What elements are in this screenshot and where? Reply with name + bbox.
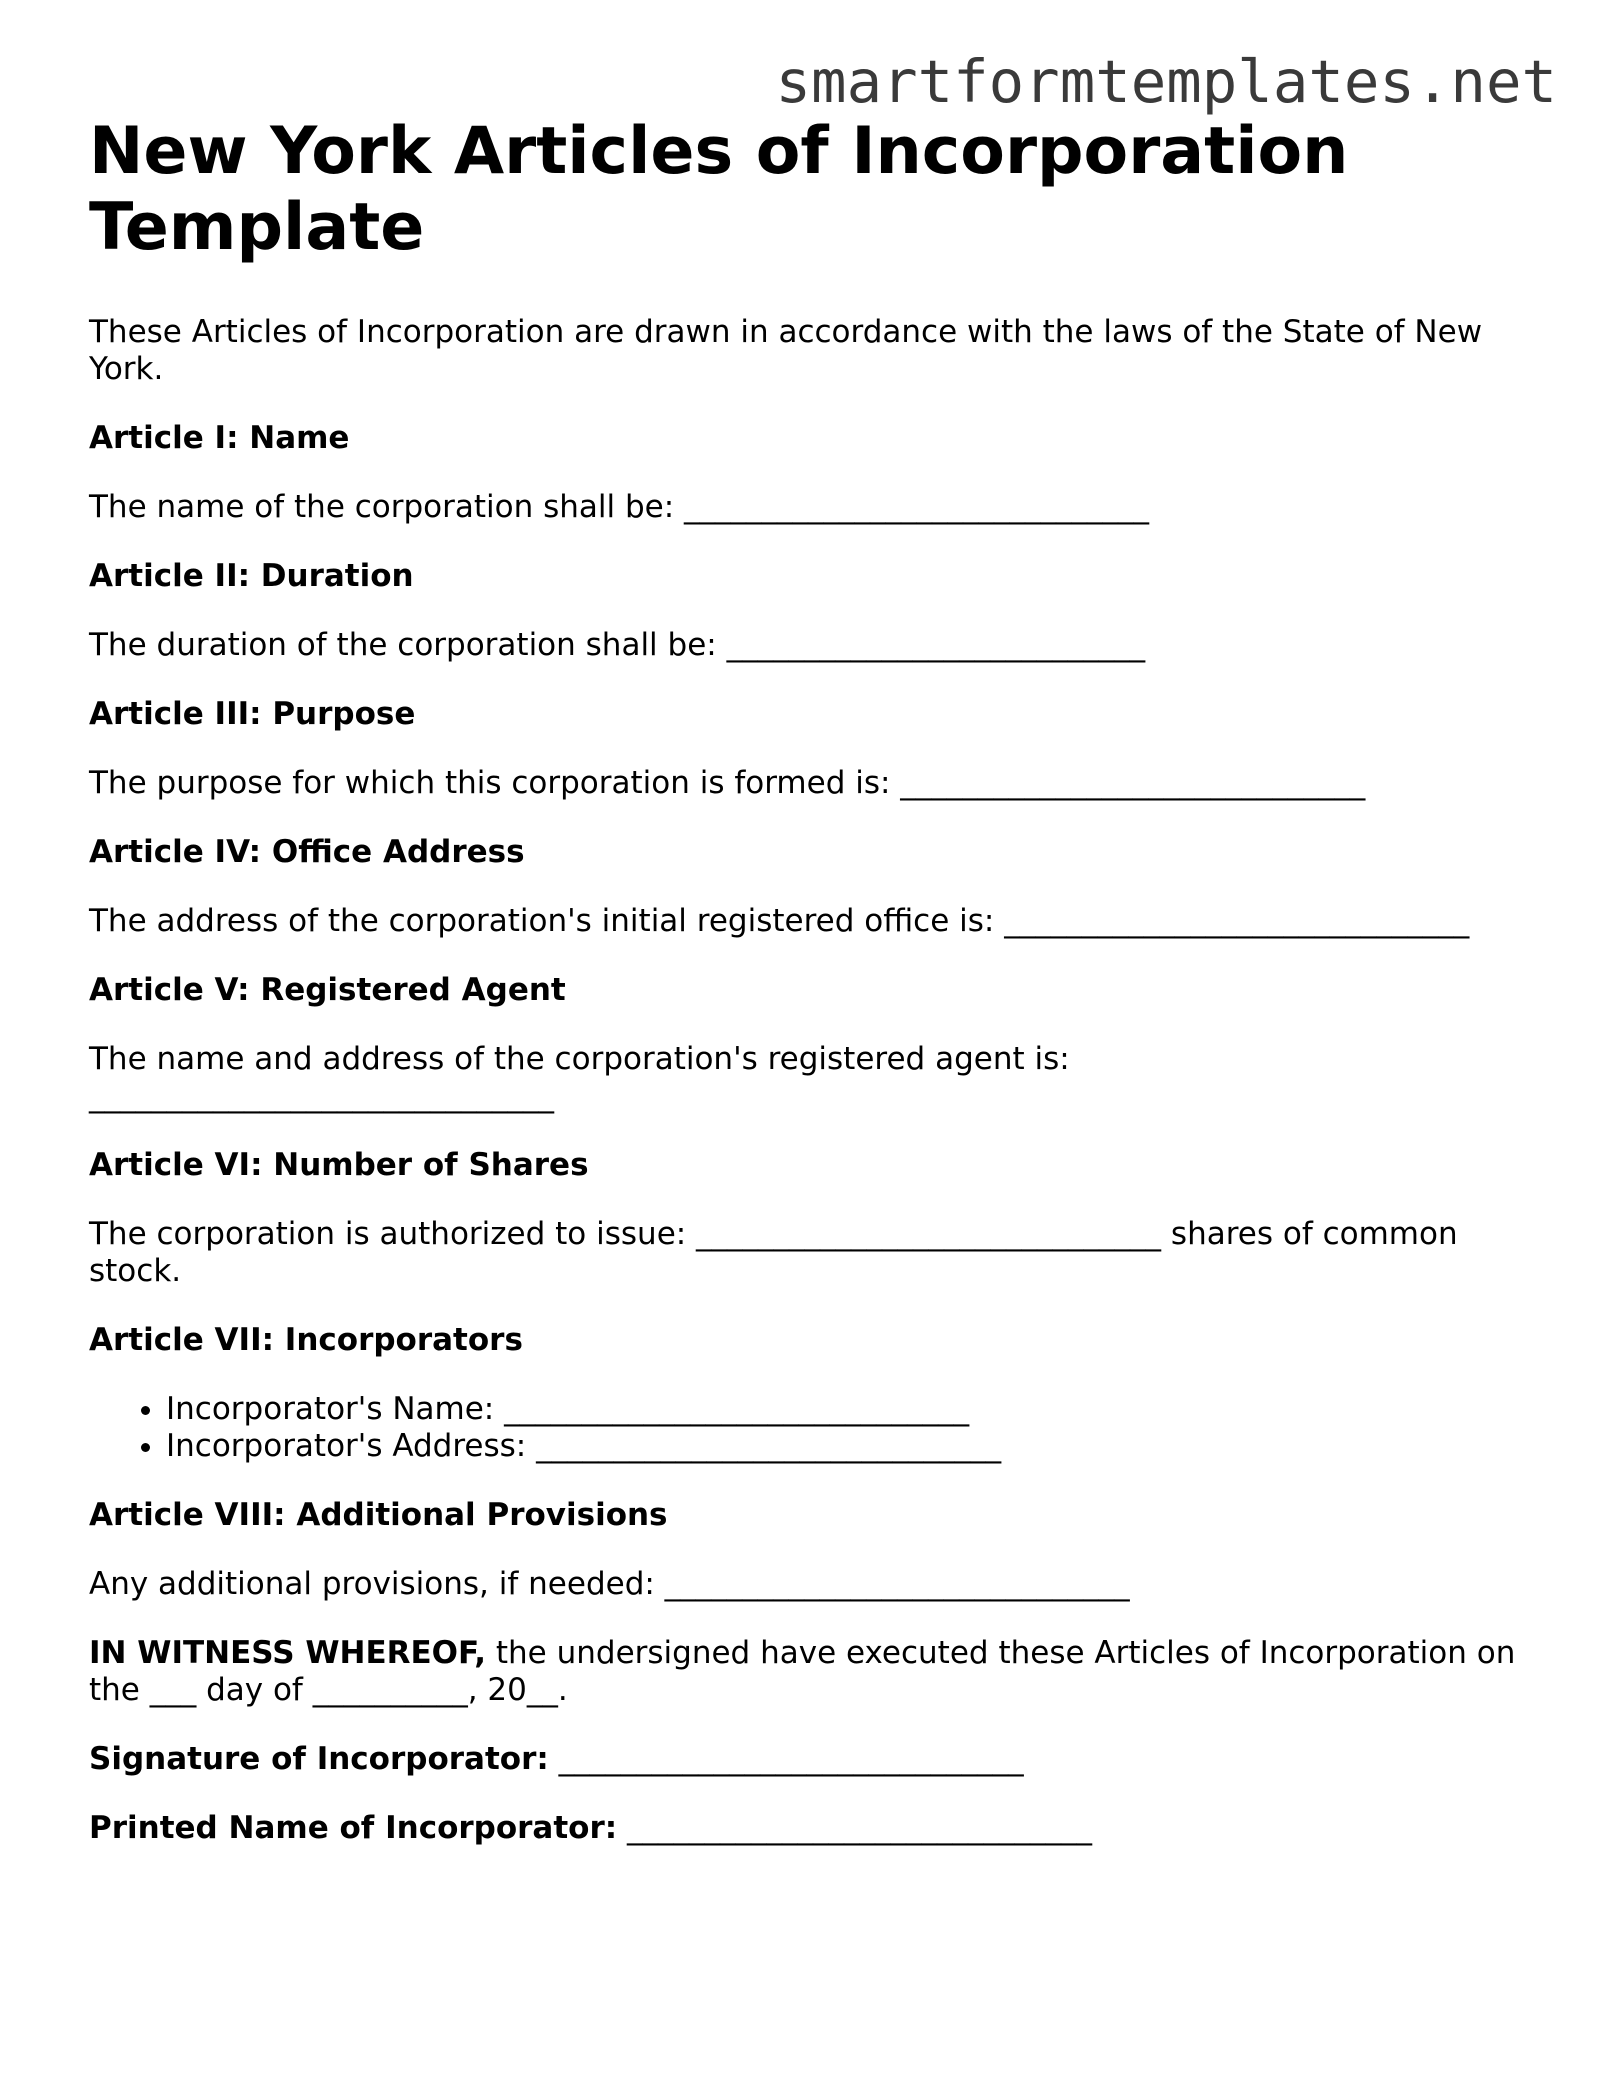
list-item: • Incorporator's Address: ______________________________ [166, 1428, 1529, 1465]
article-6-heading: Article VI: Number of Shares [89, 1147, 589, 1183]
signature-label: Signature of Incorporator: [89, 1741, 549, 1777]
printed-name-blank: ______________________________ [617, 1810, 1093, 1846]
article-6-text: The corporation is authorized to issue: ______________________________ shares of common stock. [89, 1216, 1458, 1289]
article-8-heading: Article VIII: Additional Provisions [89, 1497, 668, 1533]
article-5-text: The name and address of the corporation's registered agent is: ______________________________ [89, 1041, 1070, 1114]
printed-name-label: Printed Name of Incorporator: [89, 1810, 618, 1846]
signature-line [89, 1741, 1529, 1778]
watermark-text: smartformtemplates.net [775, 47, 1557, 116]
list-item: • Incorporator's Name: ______________________________ [166, 1391, 1529, 1428]
printed-name-line [89, 1810, 1529, 1847]
witness-bold: IN WITNESS WHEREOF, [89, 1635, 487, 1671]
article-5-heading: Article V: Registered Agent [89, 972, 566, 1008]
document [89, 114, 1529, 1847]
signature-blank: ______________________________ [548, 1741, 1024, 1777]
witness-clause [89, 1635, 1529, 1709]
article-1-heading: Article I: Name [89, 420, 350, 456]
article-3-heading: Article III: Purpose [89, 696, 416, 732]
witness-text: the undersigned have executed these Articles of Incorporation on the ___ day of __________, 20__. [89, 1635, 1516, 1708]
intro-paragraph: These Articles of Incorporation are drawn in accordance with the laws of the State of New York. [89, 314, 1483, 387]
article-4-text: The address of the corporation's initial registered office is: ______________________________ [89, 903, 1470, 939]
article-1-text: The name of the corporation shall be: ______________________________ [89, 489, 1150, 525]
article-8-text: Any additional provisions, if needed: ______________________________ [89, 1566, 1130, 1602]
document-title: New York Articles of Incorporation Template [89, 114, 1349, 265]
article-3-text: The purpose for which this corporation is formed is: ______________________________ [89, 765, 1366, 801]
article-7-heading: Article VII: Incorporators [89, 1322, 523, 1358]
article-2-text: The duration of the corporation shall be: ___________________________ [89, 627, 1146, 663]
incorporators-list [89, 1391, 1529, 1465]
article-2-heading: Article II: Duration [89, 558, 414, 594]
article-4-heading: Article IV: Office Address [89, 834, 525, 870]
